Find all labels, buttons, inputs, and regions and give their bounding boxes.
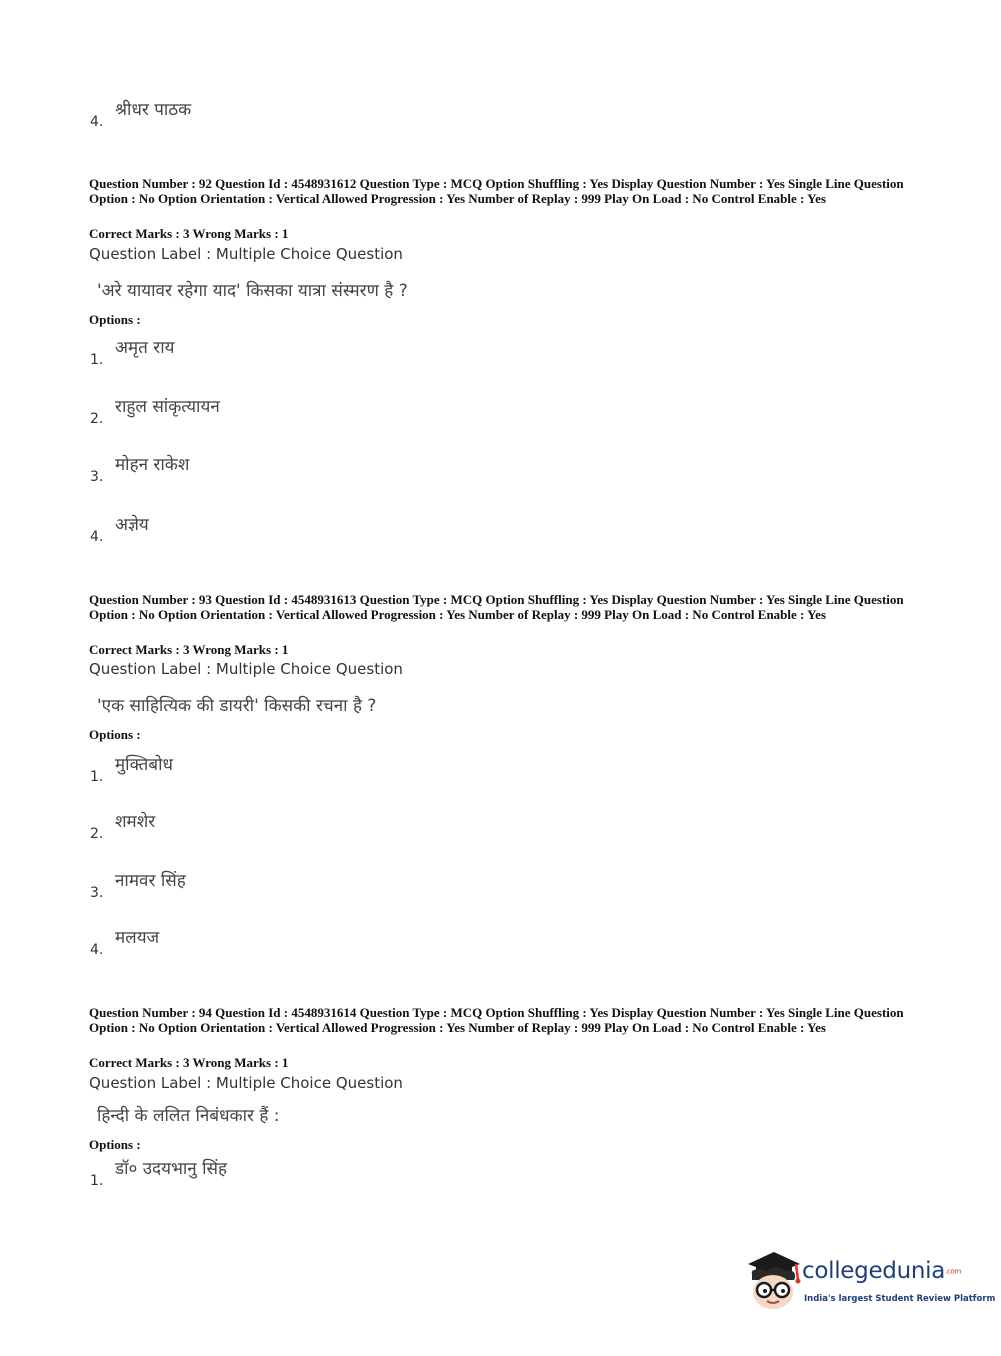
option-number: 4. — [90, 529, 104, 545]
question-label: Question Label : Multiple Choice Question — [89, 1074, 403, 1092]
option-text: राहुल सांकृत्यायन — [115, 397, 220, 417]
option-text: श्रीधर पाठक — [115, 100, 192, 120]
options-heading: Options : — [89, 312, 141, 327]
mascot-icon — [742, 1250, 804, 1314]
option-number: 3. — [90, 885, 104, 901]
question-label: Question Label : Multiple Choice Question — [89, 245, 403, 263]
question-marks: Correct Marks : 3 Wrong Marks : 1 — [89, 642, 289, 657]
logo-brand-text — [802, 1258, 961, 1284]
option-number: 1. — [90, 769, 104, 785]
option-number: 4. — [90, 942, 104, 958]
option-text: मुक्तिबोध — [115, 755, 173, 775]
option-text: डॉ० उदयभानु सिंह — [115, 1159, 228, 1179]
question-meta: Question Number : 93 Question Id : 4548931613 Question Type : MCQ Option Shuffling : Yes Display Question Number : Yes Single Line Question Option : No Option Orientation : Vertical Allowed Progression : Yes Number of Replay : 999 Play On Load : No Control Enable : Yes — [89, 592, 904, 622]
options-heading: Options : — [89, 727, 141, 742]
question-text: हिन्दी के ललित निबंधकार हैं : — [97, 1106, 280, 1126]
option-number: 4. — [90, 114, 104, 130]
option-number: 1. — [90, 1173, 104, 1189]
question-marks: Correct Marks : 3 Wrong Marks : 1 — [89, 226, 289, 241]
collegedunia-logo — [742, 1250, 996, 1320]
option-number: 2. — [90, 411, 104, 427]
option-text: नामवर सिंह — [115, 871, 186, 891]
option-text: मलयज — [115, 928, 160, 948]
option-text: मोहन राकेश — [115, 455, 190, 475]
option-text: अमृत राय — [115, 338, 175, 358]
question-text: 'अरे यायावर रहेगा याद' किसका यात्रा संस्मरण है ? — [97, 281, 408, 301]
options-heading: Options : — [89, 1137, 141, 1152]
option-text: अज्ञेय — [115, 515, 149, 535]
question-label: Question Label : Multiple Choice Question — [89, 660, 403, 678]
option-text: शमशेर — [115, 812, 156, 832]
question-meta: Question Number : 94 Question Id : 4548931614 Question Type : MCQ Option Shuffling : Yes Display Question Number : Yes Single Line Question Option : No Option Orientation : Vertical Allowed Progression : Yes Number of Replay : 999 Play On Load : No Control Enable : Yes — [89, 1005, 904, 1035]
question-text: 'एक साहित्यिक की डायरी' किसकी रचना है ? — [97, 696, 377, 716]
logo-brand-suffix: .com — [945, 1267, 962, 1276]
question-marks: Correct Marks : 3 Wrong Marks : 1 — [89, 1055, 289, 1070]
logo-tagline: India's largest Student Review Platform — [804, 1294, 996, 1304]
option-number: 3. — [90, 469, 104, 485]
option-number: 1. — [90, 352, 104, 368]
question-meta: Question Number : 92 Question Id : 4548931612 Question Type : MCQ Option Shuffling : Yes Display Question Number : Yes Single Line Question Option : No Option Orientation : Vertical Allowed Progression : Yes Number of Replay : 999 Play On Load : No Control Enable : Yes — [89, 176, 904, 206]
option-number: 2. — [90, 826, 104, 842]
logo-brand-name: collegedunia — [802, 1258, 946, 1284]
